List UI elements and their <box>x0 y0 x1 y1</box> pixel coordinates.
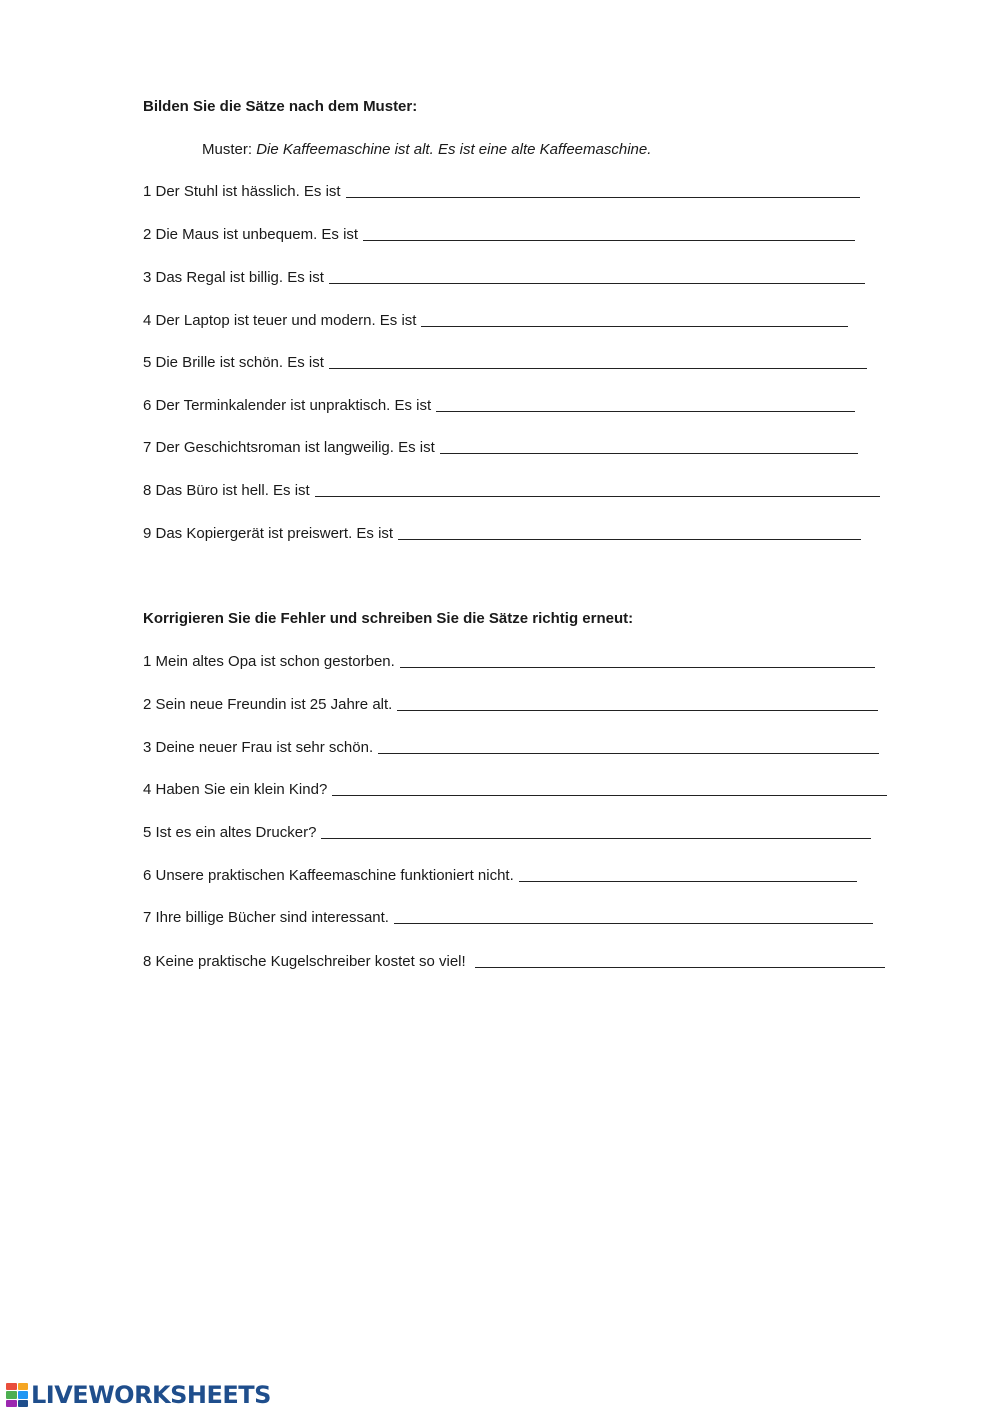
muster-example: Die Kaffeemaschine ist alt. Es ist eine alte Kaffeemaschine. <box>256 141 652 158</box>
answer-blank[interactable] <box>475 966 885 968</box>
liveworksheets-logo <box>6 1381 271 1409</box>
answer-blank[interactable] <box>378 752 879 754</box>
logo-icon-block <box>18 1383 29 1390</box>
answer-blank[interactable] <box>346 196 860 198</box>
liveworksheets-logo-text: LIVEWORKSHEETS <box>31 1381 271 1409</box>
exercise1-item <box>143 225 855 245</box>
exercise1-item-text: 8 Das Büro ist hell. Es ist <box>143 482 310 499</box>
exercise1-item <box>143 182 860 202</box>
exercise2-item-text: 2 Sein neue Freundin ist 25 Jahre alt. <box>143 696 393 713</box>
answer-blank[interactable] <box>329 282 865 284</box>
exercise1-item <box>143 524 861 544</box>
exercise2-item <box>143 780 887 800</box>
exercise1-item <box>143 311 848 331</box>
exercise2-item <box>143 952 885 972</box>
exercise2-item <box>143 866 857 886</box>
exercise1-item-text: 7 Der Geschichtsroman ist langweilig. Es ist <box>143 439 435 456</box>
exercise1-item-text: 5 Die Brille ist schön. Es ist <box>143 354 324 371</box>
exercise1-item-text: 1 Der Stuhl ist hässlich. Es ist <box>143 183 341 200</box>
exercise1-item <box>143 268 865 288</box>
exercise1-item-text: 2 Die Maus ist unbequem. Es ist <box>143 226 359 243</box>
answer-blank[interactable] <box>315 495 880 497</box>
exercise1-item <box>143 481 880 501</box>
exercise1-item <box>143 353 867 373</box>
muster-example-line <box>202 140 651 160</box>
answer-blank[interactable] <box>440 452 858 454</box>
exercise2-item-text: 3 Deine neuer Frau ist sehr schön. <box>143 739 374 756</box>
answer-blank[interactable] <box>332 794 887 796</box>
exercise2-item-text: 5 Ist es ein altes Drucker? <box>143 824 317 841</box>
logo-icon-block <box>6 1383 17 1390</box>
liveworksheets-logo-icon <box>6 1383 28 1407</box>
logo-icon-block <box>6 1391 17 1398</box>
exercise1-item <box>143 438 858 458</box>
answer-blank[interactable] <box>398 538 861 540</box>
muster-label: Muster: <box>202 141 253 158</box>
answer-blank[interactable] <box>436 410 855 412</box>
logo-icon-block <box>18 1400 29 1407</box>
exercise2-item-text: 1 Mein altes Opa ist schon gestorben. <box>143 653 395 670</box>
exercise2-item <box>143 908 873 928</box>
section1-heading: Bilden Sie die Sätze nach dem Muster: <box>143 98 418 115</box>
exercise2-item-text: 8 Keine praktische Kugelschreiber kostet so viel! <box>143 953 466 970</box>
exercise2-item-text: 6 Unsere praktischen Kaffeemaschine funktioniert nicht. <box>143 867 514 884</box>
exercise1-item <box>143 396 855 416</box>
answer-blank[interactable] <box>363 239 855 241</box>
exercise2-item <box>143 695 878 715</box>
exercise2-item-text: 4 Haben Sie ein klein Kind? <box>143 781 328 798</box>
exercise2-item-text: 7 Ihre billige Bücher sind interessant. <box>143 909 389 926</box>
exercise1-item-text: 3 Das Regal ist billig. Es ist <box>143 269 324 286</box>
exercise1-item-text: 6 Der Terminkalender ist unpraktisch. Es ist <box>143 397 432 414</box>
exercise2-item <box>143 652 875 672</box>
exercise2-item <box>143 738 879 758</box>
answer-blank[interactable] <box>321 837 871 839</box>
exercise1-item-text: 9 Das Kopiergerät ist preiswert. Es ist <box>143 525 394 542</box>
answer-blank[interactable] <box>519 880 857 882</box>
logo-icon-block <box>18 1391 29 1398</box>
answer-blank[interactable] <box>394 922 873 924</box>
section2-heading: Korrigieren Sie die Fehler und schreiben Sie die Sätze richtig erneut: <box>143 610 634 627</box>
answer-blank[interactable] <box>421 325 848 327</box>
exercise1-item-text: 4 Der Laptop ist teuer und modern. Es ist <box>143 312 417 329</box>
answer-blank[interactable] <box>329 367 867 369</box>
exercise2-item <box>143 823 871 843</box>
answer-blank[interactable] <box>397 709 878 711</box>
answer-blank[interactable] <box>400 666 875 668</box>
logo-icon-block <box>6 1400 17 1407</box>
